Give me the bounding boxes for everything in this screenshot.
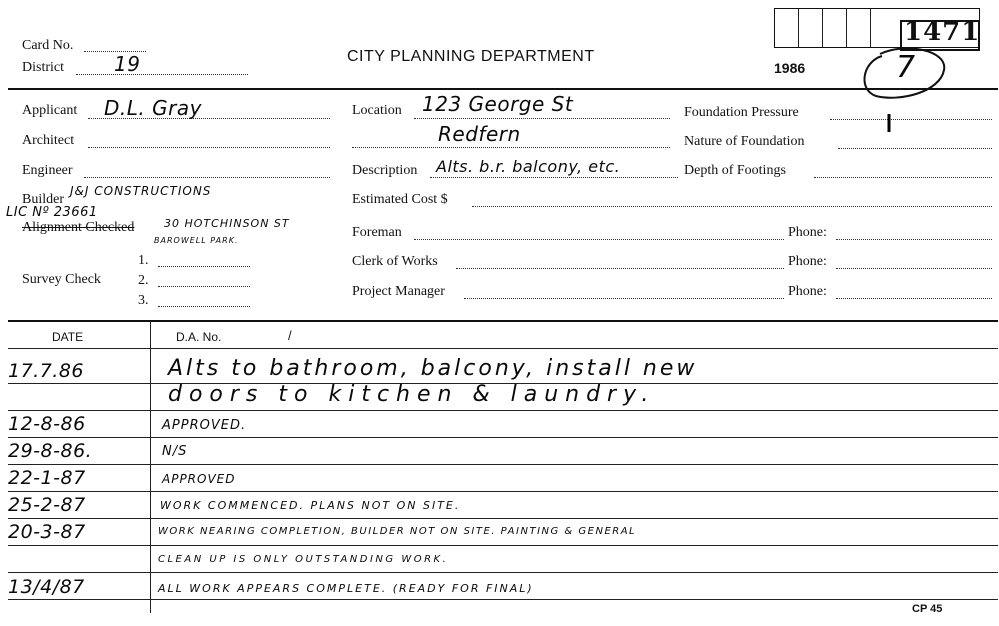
engineer-label: Engineer [22,163,73,178]
applicant-value: D.L. Gray [104,96,202,120]
card-no-label: Card No. [22,38,74,53]
date-column-divider [150,321,151,613]
row-rule [8,437,998,438]
depth-dots [814,177,992,178]
table-header-rule [8,348,998,349]
phone-label-clerk: Phone: [788,254,827,269]
log-entry: Alts to bathroom, balcony, install new [168,356,698,381]
foundation-pressure-label: Foundation Pressure [684,105,799,120]
row-rule [8,464,998,465]
foreman-dots [414,239,784,240]
log-entry: APPROVED. [162,418,247,433]
district-dots [76,74,248,75]
log-entry: doors to kitchen & laundry. [168,382,656,407]
location-value-line1: 123 George St [422,92,574,116]
log-date: 20-3-87 [8,521,86,543]
survey-2-dots [158,286,250,287]
foreman-label: Foreman [352,225,402,240]
location-dots-2 [352,147,670,148]
header-rule [8,88,998,90]
row-rule [8,491,998,492]
clerk-of-works-label: Clerk of Works [352,254,438,269]
da-no-header: D.A. No. [176,330,222,344]
log-entry: WORK NEARING COMPLETION, BUILDER NOT ON SITE. PAINTING & GENERAL [158,526,637,537]
da-no-value: / [288,328,292,343]
lic-note: LIC Nº 23661 [6,205,98,220]
alignment-checked-label: Alignment Checked [22,220,135,235]
survey-3-label: 3. [138,293,149,308]
description-label: Description [352,163,418,178]
log-date: 22-1-87 [8,467,86,489]
architect-dots [88,147,330,148]
district-value: 19 [114,52,141,76]
phone-label-pm: Phone: [788,284,827,299]
row-rule [8,599,998,600]
phone-dots-1 [836,239,992,240]
applicant-label: Applicant [22,103,78,118]
location-dots [414,118,670,119]
phone-dots-3 [836,298,992,299]
survey-1-label: 1. [138,253,149,268]
page-title: CITY PLANNING DEPARTMENT [347,48,595,65]
nature-of-foundation-label: Nature of Foundation [684,134,805,149]
box-divider [846,9,847,47]
architect-label: Architect [22,133,75,148]
log-date: 13/4/87 [8,576,85,598]
location-label: Location [352,103,402,118]
log-entry: CLEAN UP IS ONLY OUTSTANDING WORK. [158,554,449,565]
survey-2-label: 2. [138,273,149,288]
nature-dots [838,148,992,149]
foundation-pressure-dots [830,119,992,120]
project-manager-label: Project Manager [352,284,445,299]
project-manager-dots [464,298,784,299]
box-divider [822,9,823,47]
log-entry: APPROVED [162,472,236,486]
log-date: 12-8-86 [8,413,86,435]
description-value: Alts. b.r. balcony, etc. [436,157,621,176]
year-label: 1986 [774,60,806,76]
log-entry: WORK COMMENCED. PLANS NOT ON SITE. [160,499,461,512]
date-column-header: DATE [52,330,84,344]
survey-3-dots [158,306,250,307]
ink-mark [884,112,894,134]
survey-check-label: Survey Check [22,272,101,287]
phone-dots-2 [836,268,992,269]
table-top-rule [8,320,998,322]
card-number: 1471 [904,17,981,47]
log-date: 17.7.86 [8,360,85,382]
description-dots [430,177,678,178]
log-entry: ALL WORK APPEARS COMPLETE. (READY FOR FINAL) [158,582,534,595]
district-label: District [22,60,64,75]
estimated-cost-dots [472,206,992,207]
row-rule [8,518,998,519]
estimated-cost-label: Estimated Cost $ [352,192,448,207]
circled-seven-value: 7 [896,50,916,85]
row-rule [8,545,998,546]
log-date: 29-8-86. [8,440,93,462]
builder-value: J&J CONSTRUCTIONS [70,184,212,198]
depth-of-footings-label: Depth of Footings [684,163,786,178]
engineer-dots [84,177,330,178]
form-code: CP 45 [912,603,943,615]
box-divider [870,9,871,47]
builder-address-2: BAROWELL PARK. [154,236,239,245]
log-date: 25-2-87 [8,494,86,516]
survey-1-dots [158,266,250,267]
row-rule [8,572,998,573]
builder-label: Builder [22,192,64,207]
box-divider [798,9,799,47]
phone-label-foreman: Phone: [788,225,827,240]
clerk-dots [456,268,784,269]
row-rule [8,410,998,411]
log-entry: N/S [162,444,188,459]
location-value-line2: Redfern [438,122,521,146]
builder-address-1: 30 HOTCHINSON ST [164,217,290,230]
